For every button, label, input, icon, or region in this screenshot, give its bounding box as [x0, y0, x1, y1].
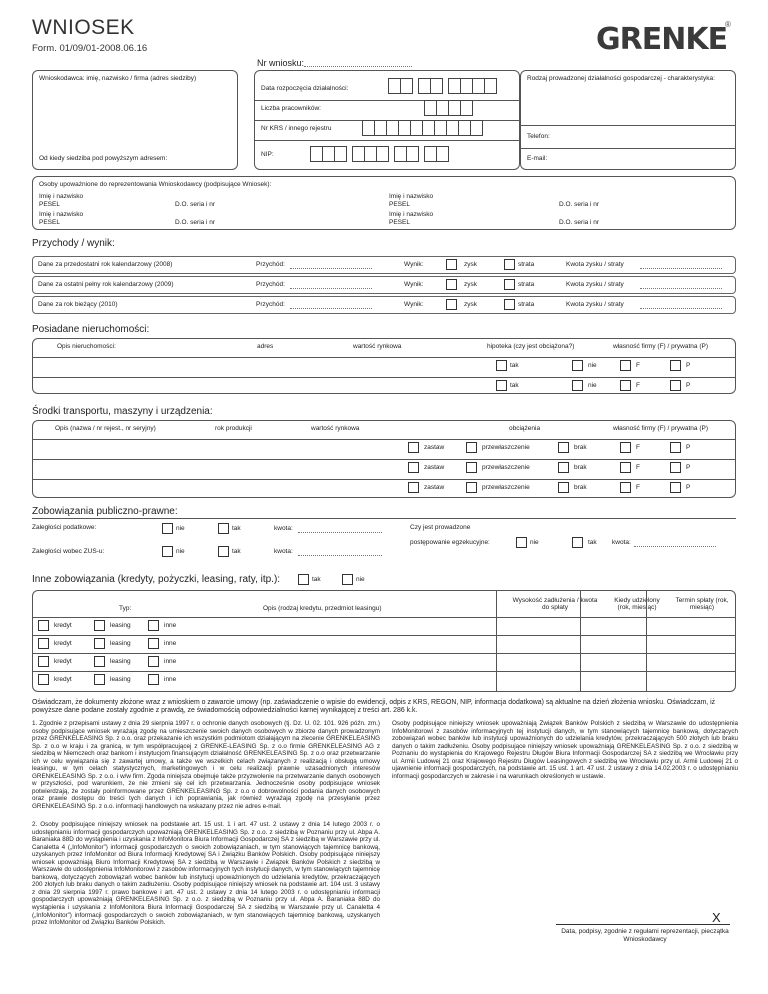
rep2-name-label[interactable]: Imię i nazwisko PESEL — [389, 193, 434, 208]
none-label: brak — [574, 484, 587, 491]
zus-yes-label: tak — [232, 548, 241, 555]
leasing-checkbox[interactable] — [94, 674, 105, 685]
transfer-checkbox[interactable] — [466, 462, 477, 473]
vh-f-label: F — [636, 444, 640, 451]
transfer-checkbox[interactable] — [466, 482, 477, 493]
income-heading: Przychody / wynik: — [32, 238, 115, 249]
credit-label: kredyt — [54, 658, 72, 665]
ol-col-granted: Kiedy udzielony (rok, miesiąc) — [614, 597, 660, 611]
rep4-name-label[interactable]: Imię i nazwisko PESEL — [389, 211, 434, 226]
revenue-label: Przychód: — [256, 261, 285, 268]
vh-p-label: P — [686, 444, 691, 451]
leasing-checkbox[interactable] — [94, 638, 105, 649]
ol-row-divider — [32, 617, 736, 618]
phone-label: Telefon: — [527, 133, 550, 140]
none-label: brak — [574, 464, 587, 471]
other-label: inne — [164, 622, 177, 629]
re-row-divider — [32, 377, 736, 378]
amount-field[interactable] — [640, 288, 722, 289]
income-row-label: Dane za ostatni pełny rok kalendarzowy (2009) — [38, 281, 174, 288]
other-label: inne — [164, 676, 177, 683]
pledge-checkbox[interactable] — [408, 462, 419, 473]
legal-paragraph-1: 1. Zgodnie z przepisami ustawy z dnia 29 sierpnia 1997 r. o ochronie danych osobowych (tj. Dz. U. 02. 101. 926 późn. zm.) osoby podpisujące wniosek wyrażają zgodę na umieszczenie swoich danych osobowych w zbiorze danych prowadzonym przez GRENKELEASING Sp. z o.o. oraz przekazanie ich wszystkim podmiotom działającym na zlecenie GRENKELEASING Sp. z o.o w kraju i za granicą, w tym współpracującej z GRENKE-LEASING Sp. z o.o firmie GRENKELEASING AG z siedzibą w Niemczech oraz bankom i instytucjom finansującym działalność GRENKELEASING Sp. z o.o oraz przetwarzanie ich w celu wywiązania się z zawartej umowy, a także we wszelkich celach związanych z realizacją i obsługą umowy leasingu, w tym celach statystycznych, marketingowych i w celu realizacji prawnie uzasadnionych interesów GRENKELEASING Sp. z o.o. i w/w firm. Zgoda niniejsza obejmuje także przyzwolenie na przetwarzanie danych osobowych w przyszłości, pod warunkiem, że nie zmieni się cel ich przetwarzania. Jednocześnie osoby podpisujące wniosek potwierdzają, że zostały poinformowane przez GRENKELEASING Sp. z o.o o dobrowolności podania danych osobowych oraz prawie dostępu do treści tych danych i ich poprawiania, jak również wyrażają zgodę na przesyłanie przez GRENKELEASING Sp. z o.o. informacji handlowych na wskazany przez nie adres e-mail. — [32, 720, 380, 811]
ol-row-divider — [32, 671, 736, 672]
vh-row-divider — [32, 459, 736, 460]
signature-caption: Data, podpisy, zgodnie z regułami reprezentacji, pieczątka Wnioskodawcy — [561, 928, 729, 943]
employees-cell[interactable] — [460, 100, 473, 116]
ownership-p-checkbox[interactable] — [670, 380, 681, 391]
representatives-heading: Osoby upoważnione do reprezentowania Wnioskodawcy (podpisujące Wniosek): — [39, 181, 272, 188]
vh-col-value: wartość rynkowa — [311, 425, 360, 432]
re-col-value: wartość rynkowa — [353, 343, 402, 350]
amount-label: Kwota zysku / straty — [566, 301, 624, 308]
other-checkbox[interactable] — [148, 674, 159, 685]
tax-arrears-label: Zaległości podatkowe: — [32, 524, 97, 531]
zus-arrears-label: Zaległości wobec ZUS-u: — [32, 548, 105, 555]
profit-label: zysk — [464, 261, 477, 268]
other-liabilities-table — [32, 590, 736, 692]
applicant-label: Wnioskodawca: imię, nazwisko / firma (adres siedziby) — [39, 75, 197, 82]
other-yes-checkbox[interactable] — [298, 574, 309, 585]
vh-col-description: Opis (nazwa / nr rejest., nr seryjny) — [55, 425, 156, 432]
mortgage-yes-label: tak — [510, 382, 519, 389]
none-checkbox[interactable] — [558, 482, 569, 493]
other-no-checkbox[interactable] — [342, 574, 353, 585]
zus-no-label: nie — [176, 548, 185, 555]
vh-f-label: F — [636, 464, 640, 471]
result-label: Wynik: — [404, 261, 424, 268]
vh-col-ownership: własność firmy (F) / prywatna (P) — [613, 425, 708, 432]
loss-label: strata — [518, 281, 535, 288]
ownership-p-label: P — [686, 362, 691, 369]
zus-no-checkbox[interactable] — [162, 546, 173, 557]
rep3-name-label[interactable]: Imię i nazwisko PESEL — [39, 211, 84, 226]
amount-field[interactable] — [640, 308, 722, 309]
leasing-checkbox[interactable] — [94, 620, 105, 631]
tax-no-checkbox[interactable] — [162, 523, 173, 534]
zus-amount-field[interactable] — [298, 555, 382, 556]
vehicles-heading: Środki transportu, maszyny i urządzenia: — [32, 406, 213, 417]
vh-p-label: P — [686, 484, 691, 491]
loss-checkbox[interactable] — [504, 299, 515, 310]
vh-p-checkbox[interactable] — [670, 442, 681, 453]
ol-col-due: Termin spłaty (rok, miesiąc) — [675, 597, 729, 611]
form-title: WNIOSEK — [32, 16, 135, 39]
vh-f-checkbox[interactable] — [620, 442, 631, 453]
rep2-id-label: D.O. seria i nr — [559, 201, 600, 208]
email-label: E-mail: — [527, 155, 548, 162]
leasing-label: leasing — [110, 640, 131, 647]
re-col-address: adres — [257, 343, 274, 350]
revenue-label: Przychód: — [256, 281, 285, 288]
other-no-label: nie — [356, 576, 365, 583]
transfer-label: przewłaszczenie — [482, 484, 530, 491]
ownership-f-checkbox[interactable] — [620, 380, 631, 391]
ol-col-description: Opis (rodzaj kredytu, przedmiot leasingu) — [263, 605, 382, 612]
other-checkbox[interactable] — [148, 638, 159, 649]
applicant-box[interactable] — [32, 70, 238, 170]
enforcement-yes-checkbox[interactable] — [572, 537, 583, 548]
ol-col-balance: Wysokość zadłużenia / kwota do spłaty — [512, 597, 598, 611]
none-checkbox[interactable] — [558, 462, 569, 473]
nip-cell[interactable] — [334, 146, 347, 162]
re-col-description: Opis nieruchomości: — [57, 343, 116, 350]
request-number-label: Nr wniosku: — [257, 58, 305, 68]
enforcement-question-2: postępowanie egzekucyjne: — [410, 539, 490, 546]
mortgage-yes-label: tak — [510, 362, 519, 369]
leasing-checkbox[interactable] — [94, 656, 105, 667]
result-label: Wynik: — [404, 281, 424, 288]
enforcement-amount-field[interactable] — [634, 546, 716, 547]
none-checkbox[interactable] — [558, 442, 569, 453]
rep1-id-label: D.O. seria i nr — [175, 201, 216, 208]
vh-p-label: P — [686, 464, 691, 471]
tax-no-label: nie — [176, 525, 185, 532]
vh-p-checkbox[interactable] — [670, 482, 681, 493]
vh-row-divider — [32, 439, 736, 440]
krs-label: Nr KRS / innego rejestru — [261, 125, 332, 132]
pledge-label: zastaw — [424, 444, 445, 451]
rep3-id-label: D.O. seria i nr — [175, 219, 216, 226]
vh-col-year: rok produkcji — [215, 425, 252, 432]
rep4-id-label: D.O. seria i nr — [559, 219, 600, 226]
vh-f-checkbox[interactable] — [620, 482, 631, 493]
mortgage-yes-checkbox[interactable] — [496, 360, 507, 371]
amount-label: Kwota zysku / straty — [566, 261, 624, 268]
nip-cell[interactable] — [406, 146, 419, 162]
mortgage-no-label: nie — [588, 382, 597, 389]
amount-field[interactable] — [640, 268, 722, 269]
representatives-box — [32, 176, 736, 230]
re-row-divider — [32, 357, 736, 358]
credit-label: kredyt — [54, 622, 72, 629]
request-number-field[interactable] — [304, 66, 412, 67]
revenue-field[interactable] — [290, 308, 372, 309]
nip-cell[interactable] — [436, 146, 449, 162]
enforcement-amount-label: kwota: — [612, 539, 631, 546]
other-checkbox[interactable] — [148, 620, 159, 631]
none-label: brak — [574, 444, 587, 451]
credit-label: kredyt — [54, 676, 72, 683]
credit-checkbox[interactable] — [38, 638, 49, 649]
other-label: inne — [164, 658, 177, 665]
credit-checkbox[interactable] — [38, 656, 49, 667]
zus-yes-checkbox[interactable] — [218, 546, 229, 557]
start-date-cell[interactable] — [430, 78, 443, 94]
activity-label: Rodzaj prowadzonej działalności gospodarczej - charakterystyka: — [527, 75, 715, 82]
transfer-checkbox[interactable] — [466, 442, 477, 453]
ol-col-type: Typ: — [119, 605, 132, 612]
vh-p-checkbox[interactable] — [670, 462, 681, 473]
tax-yes-checkbox[interactable] — [218, 523, 229, 534]
since-label: Od kiedy siedziba pod powyższym adresem: — [39, 155, 168, 162]
nip-cell[interactable] — [376, 146, 389, 162]
leasing-label: leasing — [110, 622, 131, 629]
other-heading: Inne zobowiązania (kredyty, pożyczki, leasing, raty, itp.): — [32, 574, 281, 585]
start-date-label: Data rozpoczęcia działalności: — [261, 85, 349, 92]
profit-checkbox[interactable] — [446, 299, 457, 310]
other-yes-label: tak — [312, 576, 321, 583]
ol-row-divider — [32, 635, 736, 636]
mortgage-no-checkbox[interactable] — [572, 360, 583, 371]
ownership-f-label: F — [636, 362, 640, 369]
enforcement-question: Czy jest prowadzone — [410, 524, 471, 531]
vh-f-label: F — [636, 484, 640, 491]
ownership-f-label: F — [636, 382, 640, 389]
profit-label: zysk — [464, 301, 477, 308]
signature-line[interactable] — [556, 924, 730, 925]
legal-paragraph-2: 2. Osoby podpisujące niniejszy wniosek na podstawie art. 15 ust. 1 i art. 47 ust. 2 ustawy z dnia 14 lutego 2003 r. o udostępnianiu informacji gospodarczych upoważniają GRENKELEASING Sp. z o.o. z siedzibą w Poznaniu przy ul. Abpa A. Baraniaka 88D do wystąpienia i uzyskania z InfoMonitora Biura Informacji Gospodarczej SA z siedzibą w Warszawie przy ul. Canaletta 4 („InfoMonitor”) informacji gospodarczych o swoich zobowiązaniach, w tym stanowiących tajemnicę bankową, uzyskanych przez InfoMonitor od Biura Informacji Kredytowej SA i Związku Banków Polskich. Osoby podpisujące niniejszy wniosek upoważniają Biuro Informacji Kredytowej SA z siedzibą w Warszawie i Związek Banków Polskich z siedzibą w Warszawie do udostępnienia InfoMonitorowi z zasobów informacyjnych tych instytucji danych, w tym stanowiących tajemnicę bankową, dotyczących zobowiązań wobec banków lub instytucji upoważnionych do udzielania kredytów, przekraczających 200 złotych lub braku danych o takim zadłużeniu. Osoby podpisujące niniejszy wniosek na podstawie art. 104 ust. 3 ustawy z dnia 29 sierpnia 1997 r. prawo bankowe i art. 47 ust. 2 ustawy z dnia 14 lutego 2003 r. o udostępnianiu informacji gospodarczych upoważniają GRENKELEASING Sp. z o.o. z siedzibą w Poznaniu przy ul. Abpa A. Baraniaka 88D do wystąpienia i uzyskania z InfoMonitora Biura Informacji Gospodarczej SA z siedzibą w Warszawie przy ul. Canaletta 4 („InfoMonitor”) informacji gospodarczych o swoich zobowiązaniach, w tym stanowiących tajemnicę bankową, uzyskanych przez InfoMonitor od Związku Banków Polskich. — [32, 821, 380, 927]
activity-box — [520, 70, 736, 170]
zus-amount-label: kwota: — [274, 548, 293, 555]
credit-checkbox[interactable] — [38, 620, 49, 631]
mortgage-no-checkbox[interactable] — [572, 380, 583, 391]
profit-checkbox[interactable] — [446, 279, 457, 290]
vh-col-encumbrance: obciążenia — [509, 425, 541, 432]
credit-label: kredyt — [54, 640, 72, 647]
mortgage-no-label: nie — [588, 362, 597, 369]
legal-paragraph-3: Osoby podpisujące niniejszy wniosek upoważniają Związek Banków Polskich z siedzibą w Warszawie do udostępnienia InfoMonitorowi z zasobów informacyjnych tej instytucji danych, w tym stanowiących tajemnicę bankową, dotyczących zobowiązań wobec banków lub instytucji upoważnionych do udzielania kredytów, przekraczających 500 złotych lub braku danych o takim zadłużeniu. Osoby podpisujące niniejszy wniosek upoważniają GRENKELEASING Sp. z o.o. z siedzibą w Poznaniu do wystąpienia do Krajowego Rejestru Długów Biura Informacji Gospodarczej SA z siedzibą we Wrocławiu przy ul. Armii Ludowej 21 oraz Krajowego Rejestru Długów Leasingowych z siedzibą we Wrocławiu przy ul. Armii Ludowej 21 o ujawnienie informacji gospodarczych, na podstawie art. 15 ust. 1 art. 47 ust. 2 ustawy z dnia 14.02.2003 r. o udostępnianiu informacji gospodarczych w zakresie i na warunkach określonych w ustawie. — [392, 720, 738, 780]
grenke-logo: GRENKE — [596, 22, 728, 57]
transfer-label: przewłaszczenie — [482, 444, 530, 451]
revenue-label: Przychód: — [256, 301, 285, 308]
credit-checkbox[interactable] — [38, 674, 49, 685]
ownership-p-checkbox[interactable] — [670, 360, 681, 371]
revenue-field[interactable] — [290, 268, 372, 269]
loss-label: strata — [518, 301, 535, 308]
ownership-f-checkbox[interactable] — [620, 360, 631, 371]
real-estate-heading: Posiadane nieruchomości: — [32, 324, 150, 335]
enforcement-no-label: nie — [530, 539, 539, 546]
registered-mark: ® — [725, 20, 731, 29]
leasing-label: leasing — [110, 658, 131, 665]
form-number: Form. 01/09/01-2008.06.16 — [32, 43, 148, 54]
income-row-label: Dane za przedostatni rok kalendarzowy (2008) — [38, 261, 173, 268]
loss-checkbox[interactable] — [504, 259, 515, 270]
public-heading: Zobowiązania publiczno-prawne: — [32, 506, 178, 517]
profit-label: zysk — [464, 281, 477, 288]
enforcement-yes-label: tak — [588, 539, 597, 546]
loss-label: strata — [518, 261, 535, 268]
start-date-cell[interactable] — [484, 78, 497, 94]
loss-checkbox[interactable] — [504, 279, 515, 290]
leasing-label: leasing — [110, 676, 131, 683]
tax-amount-field[interactable] — [298, 532, 382, 533]
pledge-checkbox[interactable] — [408, 482, 419, 493]
income-row-label: Dane za rok bieżący (2010) — [38, 301, 118, 308]
mortgage-yes-checkbox[interactable] — [496, 380, 507, 391]
nip-label: NIP: — [261, 151, 274, 158]
vh-row-divider — [32, 479, 736, 480]
tax-amount-label: kwota: — [274, 525, 293, 532]
employees-label: Liczba pracowników: — [261, 105, 321, 112]
other-label: inne — [164, 640, 177, 647]
re-col-ownership: własność firmy (F) / prywatna (P) — [613, 343, 708, 350]
transfer-label: przewłaszczenie — [482, 464, 530, 471]
other-checkbox[interactable] — [148, 656, 159, 667]
ownership-p-label: P — [686, 382, 691, 389]
amount-label: Kwota zysku / straty — [566, 281, 624, 288]
vh-f-checkbox[interactable] — [620, 462, 631, 473]
pledge-label: zastaw — [424, 484, 445, 491]
pledge-label: zastaw — [424, 464, 445, 471]
tax-yes-label: tak — [232, 525, 241, 532]
result-label: Wynik: — [404, 301, 424, 308]
declaration-text: Oświadczam, że dokumenty złożone wraz z wnioskiem o zawarcie umowy (np. zaświadczenie o wpisie do ewidencji, odpis z KRS, REGON, NIP, informacja dodatkowa) są aktualne na dzień złożenia wniosku. Oświadczam, iż powyższe dane podane zostały zgodnie z prawdą, ze świadomością odpowiedzialności karnej wynikającej z treści art. 286 k.k. — [32, 699, 716, 715]
enforcement-no-checkbox[interactable] — [516, 537, 527, 548]
rep1-name-label[interactable]: Imię i nazwisko PESEL — [39, 193, 84, 208]
income-row — [32, 296, 736, 314]
pledge-checkbox[interactable] — [408, 442, 419, 453]
re-col-mortgage: hipoteka (czy jest obciążona?) — [487, 343, 575, 350]
start-date-cell[interactable] — [400, 78, 413, 94]
profit-checkbox[interactable] — [446, 259, 457, 270]
revenue-field[interactable] — [290, 288, 372, 289]
ol-row-divider — [32, 653, 736, 654]
signature-mark: X — [712, 910, 721, 925]
krs-cell[interactable] — [470, 120, 483, 136]
